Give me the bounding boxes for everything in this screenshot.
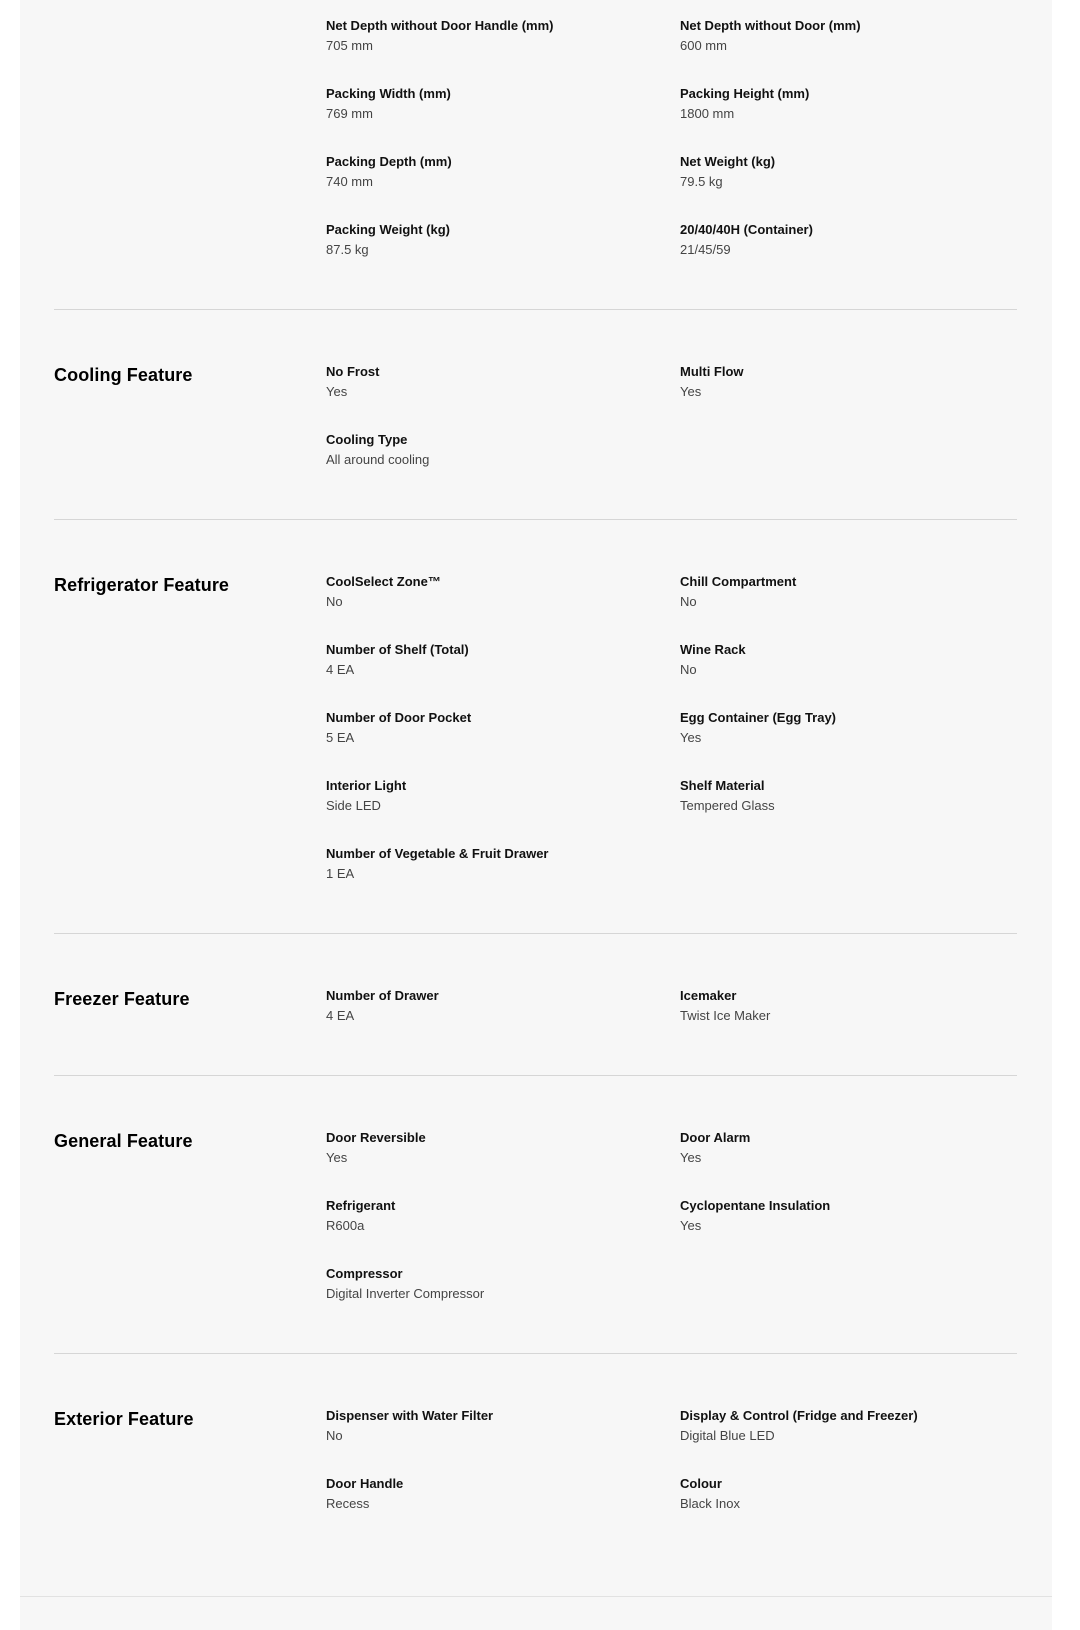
spec-value: Yes xyxy=(680,1150,702,1165)
spec-item xyxy=(326,573,680,610)
spec-section-exterior-feature xyxy=(54,1354,1017,1563)
spec-label: Dispenser with Water Filter xyxy=(326,1408,494,1423)
spec-label: Number of Drawer xyxy=(326,988,439,1003)
spec-grid xyxy=(326,17,1020,258)
spec-item xyxy=(326,709,680,746)
spec-item xyxy=(326,221,680,258)
spec-value: 740 mm xyxy=(326,174,373,189)
spec-grid xyxy=(326,987,1020,1024)
spec-item xyxy=(680,641,1020,678)
spec-grid xyxy=(326,1129,1020,1302)
spec-label: 20/40/40H (Container) xyxy=(680,222,813,237)
spec-item xyxy=(680,17,1020,54)
spec-value: 21/45/59 xyxy=(680,242,731,257)
spec-label: Net Weight (kg) xyxy=(680,154,776,169)
spec-item xyxy=(680,1197,1020,1234)
spec-label: Cyclopentane Insulation xyxy=(680,1198,831,1213)
section-title: Cooling Feature xyxy=(54,365,193,385)
spec-label: Shelf Material xyxy=(680,778,765,793)
spec-item xyxy=(326,431,680,468)
spec-label: Interior Light xyxy=(326,778,407,793)
spec-grid xyxy=(326,363,1020,468)
section-title: Freezer Feature xyxy=(54,989,190,1009)
spec-label: Number of Vegetable & Fruit Drawer xyxy=(326,846,549,861)
spec-item xyxy=(680,1475,1020,1512)
page-background xyxy=(20,0,1052,1630)
spec-value: Digital Inverter Compressor xyxy=(326,1286,485,1301)
spec-label: Icemaker xyxy=(680,988,737,1003)
spec-item xyxy=(326,153,680,190)
spec-item xyxy=(680,777,1020,814)
spec-item xyxy=(326,987,680,1024)
spec-label: Packing Weight (kg) xyxy=(326,222,450,237)
spec-section-freezer-feature xyxy=(54,934,1017,1076)
spec-value: Tempered Glass xyxy=(680,798,775,813)
spec-item xyxy=(680,1129,1020,1166)
spec-value: Side LED xyxy=(326,798,381,813)
spec-item xyxy=(680,85,1020,122)
spec-value: No xyxy=(680,662,697,677)
spec-label: Refrigerant xyxy=(326,1198,396,1213)
spec-item xyxy=(326,1197,680,1234)
spec-label: CoolSelect Zone™ xyxy=(326,574,441,589)
spec-grid xyxy=(326,573,1020,882)
spec-item xyxy=(680,221,1020,258)
spec-value: All around cooling xyxy=(326,452,430,467)
spec-value: 1800 mm xyxy=(680,106,735,121)
spec-item xyxy=(326,1407,680,1444)
spec-item xyxy=(680,573,1020,610)
footer-divider xyxy=(20,1596,1052,1597)
spec-grid xyxy=(326,1407,1020,1512)
spec-value: 4 EA xyxy=(326,1008,355,1023)
spec-item xyxy=(326,363,680,400)
spec-item xyxy=(326,641,680,678)
spec-label: Number of Door Pocket xyxy=(326,710,472,725)
spec-item xyxy=(326,1265,680,1302)
spec-item xyxy=(680,987,1020,1024)
spec-item xyxy=(680,709,1020,746)
spec-section-dimensions xyxy=(54,0,1017,310)
spec-value: 5 EA xyxy=(326,730,355,745)
spec-label: Colour xyxy=(680,1476,722,1491)
spec-label: Egg Container (Egg Tray) xyxy=(680,710,837,725)
spec-label: Multi Flow xyxy=(680,364,744,379)
spec-value: Twist Ice Maker xyxy=(680,1008,771,1023)
spec-label: Door Reversible xyxy=(326,1130,426,1145)
section-title: Refrigerator Feature xyxy=(54,575,230,595)
spec-label: Packing Height (mm) xyxy=(680,86,810,101)
spec-value: 79.5 kg xyxy=(680,174,723,189)
spec-label: Net Depth without Door (mm) xyxy=(680,18,861,33)
spec-value: 600 mm xyxy=(680,38,727,53)
spec-label: Door Handle xyxy=(326,1476,404,1491)
spec-label: Display & Control (Fridge and Freezer) xyxy=(680,1408,918,1423)
spec-item xyxy=(326,845,680,882)
spec-value: No xyxy=(326,1428,343,1443)
spec-value: Yes xyxy=(680,1218,702,1233)
spec-value: Yes xyxy=(680,730,702,745)
spec-value: Recess xyxy=(326,1496,370,1511)
spec-value: 1 EA xyxy=(326,866,355,881)
spec-value: No xyxy=(326,594,343,609)
spec-item xyxy=(680,1407,1020,1444)
spec-item xyxy=(326,1129,680,1166)
spec-label: Chill Compartment xyxy=(680,574,797,589)
spec-label: Net Depth without Door Handle (mm) xyxy=(326,18,554,33)
spec-label: Packing Depth (mm) xyxy=(326,154,452,169)
spec-section-general-feature xyxy=(54,1076,1017,1354)
spec-label: Wine Rack xyxy=(680,642,746,657)
section-title: General Feature xyxy=(54,1131,193,1151)
spec-label: No Frost xyxy=(326,364,380,379)
section-title: Exterior Feature xyxy=(54,1409,194,1429)
spec-value: 705 mm xyxy=(326,38,373,53)
spec-item xyxy=(326,85,680,122)
spec-item xyxy=(326,17,680,54)
spec-item xyxy=(680,153,1020,190)
spec-value: No xyxy=(680,594,697,609)
spec-value: Yes xyxy=(326,1150,348,1165)
spec-section-refrigerator-feature xyxy=(54,520,1017,934)
spec-value: 87.5 kg xyxy=(326,242,369,257)
spec-value: Yes xyxy=(680,384,702,399)
spec-label: Compressor xyxy=(326,1266,403,1281)
spec-label: Cooling Type xyxy=(326,432,408,447)
spec-item xyxy=(326,1475,680,1512)
spec-value: 769 mm xyxy=(326,106,373,121)
spec-value: 4 EA xyxy=(326,662,355,677)
section-title xyxy=(54,17,326,258)
specs-list xyxy=(54,0,1017,1563)
spec-value: Digital Blue LED xyxy=(680,1428,775,1443)
spec-item xyxy=(326,777,680,814)
spec-label: Number of Shelf (Total) xyxy=(326,642,469,657)
spec-section-cooling-feature xyxy=(54,310,1017,520)
spec-label: Door Alarm xyxy=(680,1130,751,1145)
spec-value: Black Inox xyxy=(680,1496,740,1511)
spec-value: R600a xyxy=(326,1218,365,1233)
spec-value: Yes xyxy=(326,384,348,399)
spec-item xyxy=(680,363,1020,400)
spec-label: Packing Width (mm) xyxy=(326,86,451,101)
